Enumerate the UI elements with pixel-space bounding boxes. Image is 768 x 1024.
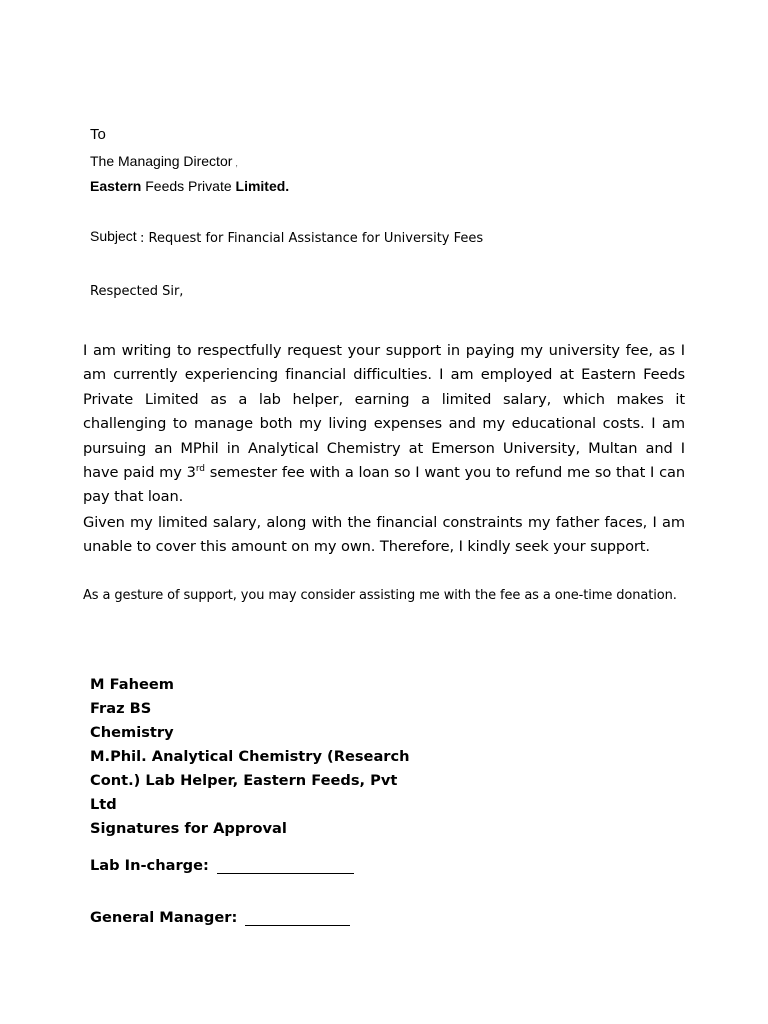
signature-line-6: Ltd: [90, 796, 117, 813]
approval-heading: Signatures for Approval: [90, 820, 287, 837]
company-name-part1: Eastern: [90, 178, 142, 194]
general-manager-label: General Manager:: [90, 909, 238, 926]
general-manager-signature-line: [245, 907, 350, 926]
signature-block: [90, 673, 430, 841]
recipient-title-text: The Managing Director: [90, 153, 233, 169]
signature-line-2: Fraz BS: [90, 700, 152, 717]
body-paragraph-3: As a gesture of support, you may consider assisting me with the fee as a one-time donation.: [83, 588, 677, 603]
recipient-title-mark: ,: [235, 158, 238, 168]
company-name-part2: Feeds Private: [145, 178, 232, 194]
body-paragraph-2: Given my limited salary, along with the financial constraints my father faces, I am unable to cover this amount on my own. Therefore, I kindly seek your support.: [83, 514, 685, 556]
paragraph1-text-b: semester fee with a loan so I want you to refund me so that I can pay that loan.: [83, 464, 685, 506]
subject-label: Subject: [90, 228, 137, 244]
paragraph1-text-a: I am writing to respectfully request your support in paying my university fee, as I am currently experiencing financial difficulties. I am employed at Eastern Feeds Private Limited as a lab helper, earning a limited salary, which makes it challenging to manage both my living expenses and my educational costs. I am pursuing an MPhil in Analytical Chemistry at Emerson University, Multan and I have paid my 3: [83, 342, 685, 482]
salutation: Respected Sir,: [90, 284, 184, 299]
subject-text: : Request for Financial Assistance for University Fees: [140, 231, 484, 246]
company-name-part3: Limited.: [235, 178, 290, 194]
recipient-title: [90, 153, 238, 169]
ordinal-suffix: rd: [195, 464, 205, 475]
lab-incharge-row: [90, 855, 354, 874]
signature-name: M Faheem: [90, 676, 174, 693]
body-paragraph-1: [83, 339, 685, 510]
general-manager-row: [90, 907, 350, 926]
lab-incharge-signature-line: [217, 855, 354, 874]
to-label: To: [90, 126, 106, 143]
signature-line-3: Chemistry: [90, 724, 174, 741]
signature-line-5: Cont.) Lab Helper, Eastern Feeds, Pvt: [90, 772, 398, 789]
lab-incharge-label: Lab In-charge:: [90, 857, 209, 874]
company-name: [90, 178, 289, 194]
signature-line-4: M.Phil. Analytical Chemistry (Research: [90, 748, 410, 765]
